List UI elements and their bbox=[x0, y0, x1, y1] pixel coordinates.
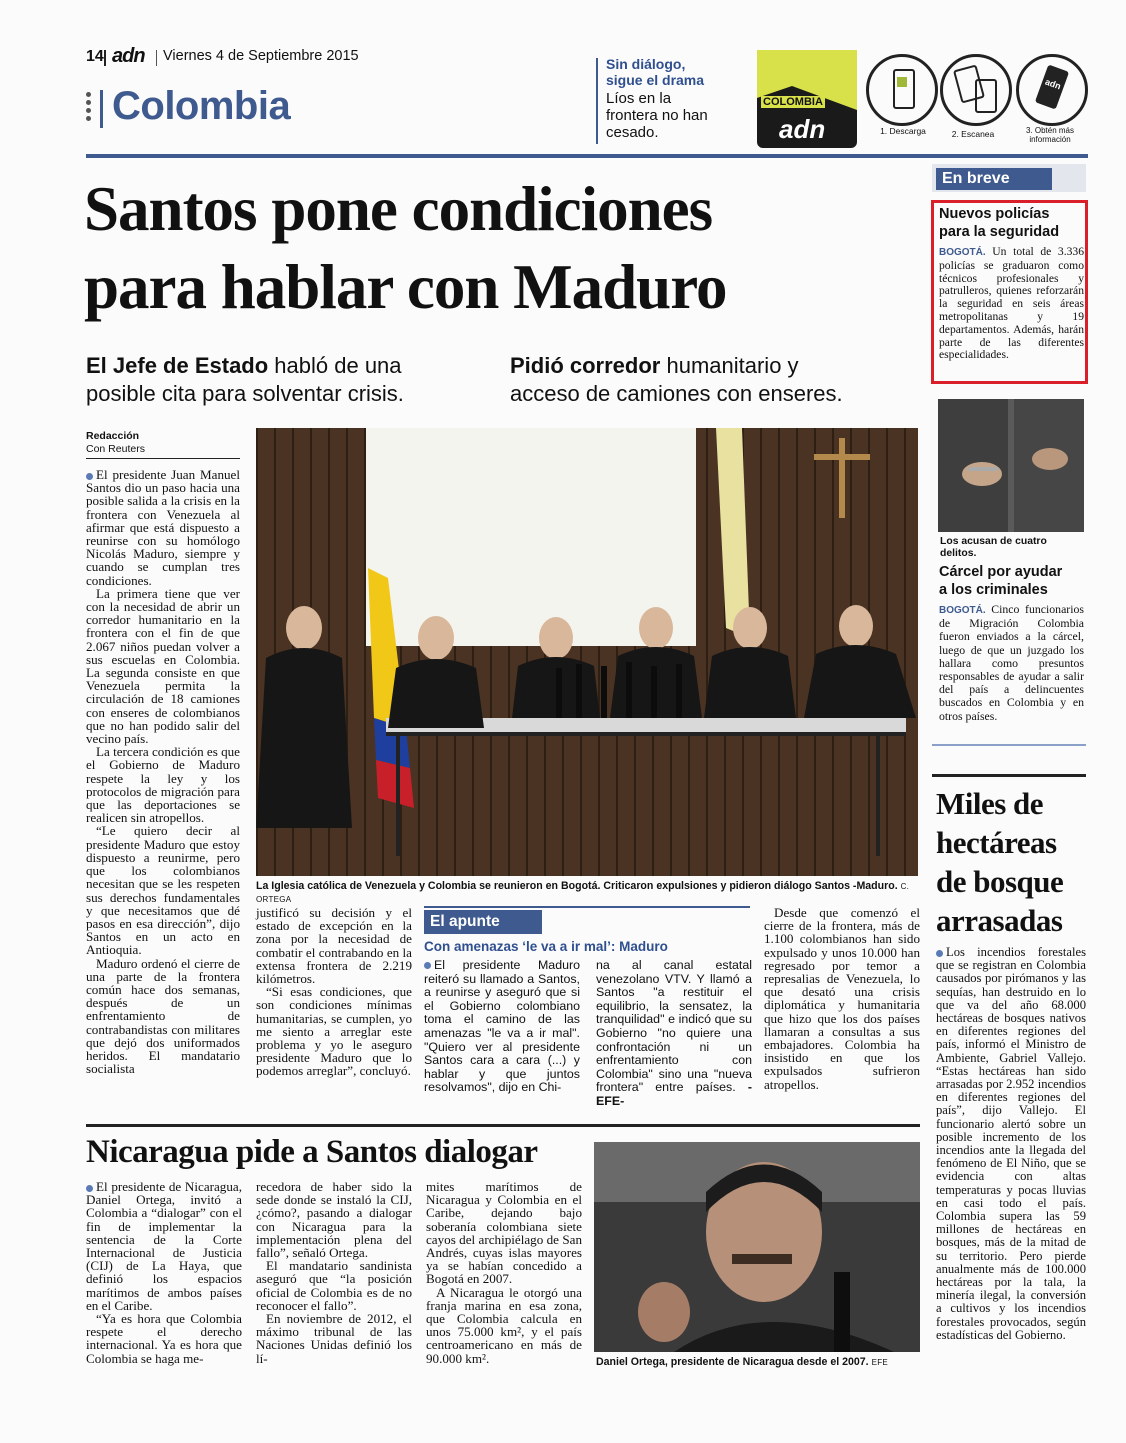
step-2-label: 2. Escanea bbox=[951, 129, 995, 139]
bishops-press-photo bbox=[256, 428, 918, 876]
ortega-photo-credit: EFE bbox=[871, 1358, 889, 1367]
handcuffs-photo-caption: Los acusan de cuatro delitos. bbox=[940, 536, 1047, 559]
scan-step-icon bbox=[940, 54, 1012, 126]
en-breve-item1-title: Nuevos policías para la seguridad bbox=[939, 206, 1060, 240]
brand-logo: adn bbox=[112, 45, 145, 67]
section-dots bbox=[86, 92, 92, 128]
bosque-headline: Miles de hectáreas de bosque arrasadas bbox=[936, 786, 1064, 938]
nicaragua-col3: mites marítimos de Nicaragua y Colombia en el Caribe, dejando bajo soberanía colombiana siete cayos del archipiélago de San Andrés, cuyas islas mayores ya se habían concedido a Bogotá en 2007. A Nicaragua le otorgó una franja marina en esa zona, que Colombia calcula en unos 75.000 km², y el país centroamericano en más de 90.000 km². bbox=[426, 1179, 582, 1366]
step-1-label: 1. Descarga bbox=[880, 126, 926, 136]
byline-sub: Con Reuters bbox=[86, 443, 145, 455]
apunte-headline: Con amenazas ‘le va a ir mal’: Maduro bbox=[424, 939, 668, 954]
step-3-label: 3. Obtén más información bbox=[1025, 126, 1075, 144]
info-step-icon: adn bbox=[1016, 54, 1088, 126]
page-number: 14 bbox=[86, 48, 104, 65]
main-headline: Santos pone condiciones para hablar con Maduro bbox=[84, 174, 727, 322]
apunte-col-a: El presidente Maduro reiteró su llamado a Santos, a reunirse y aseguró que si el Gobierno colombiano toma el camino de las amenazas "le va a ir mal". "Quiero ver al presidente Santos cara a cara (...) y hablar y que juntos resolvamos", dijo en Chi- bbox=[424, 958, 580, 1095]
adn-app-logo[interactable]: COLOMBIA adn bbox=[757, 50, 857, 148]
teaser-title[interactable]: Sin diálogo, sigue el drama bbox=[606, 56, 705, 88]
main-article-col2: justificó su decisión y el estado de excepción en la zona por la necesidad de combatir el contrabando en la extensa frontera de 2.219 kilómetros. “Si esas condiciones, que son condiciones mínimas humanitarias, se cumplen, yo me siento a arreglar este problema y yo le aseguro presidente Maduro que lo podemos arreglar”, concluyó. bbox=[256, 905, 412, 1079]
ortega-photo bbox=[594, 1142, 920, 1352]
section-title: Colombia bbox=[112, 84, 291, 128]
en-breve-item2-body: BOGOTÁ. Cinco funcionarios de Migración Colombia fueron enviados a la cárcel, luego de que un juzgado los hallara como presuntos responsables de ayudar a salir del país a delincuentes buscados en Colombia y en otros países. bbox=[939, 602, 1084, 723]
handcuffs-photo bbox=[938, 399, 1084, 532]
main-article-col5: Desde que comenzó el cierre de la frontera, más de 1.100 colombianos han sido expulsado y unos 10.000 han regresado por temor a represalias de Venezuela, lo que desató una crisis diplomática y humanitaria que hizo que los dos países llamaran a consultas a sus embajadores. Colombia ha insistido en que los expulsados sufrieron atropellos. bbox=[764, 905, 920, 1092]
deck-right: Pidió corredor humanitario y acceso de camiones con enseres. bbox=[510, 353, 843, 406]
deck-left: El Jefe de Estado habló de una posible cita para solventar crisis. bbox=[86, 353, 404, 406]
nicaragua-col1: El presidente de Nicaragua, Daniel Ortega, invitó a Colombia a “dialogar” con el fin de implementar la sentencia de la Corte Internacional de Justicia (CIJ) de La Haya, que definió los espacios marítimos de ambos países en el Caribe. “Ya es hora que Colombia respete el derecho internacional. Ya es hora que Colombia se haga me- bbox=[86, 1179, 242, 1366]
en-breve-item2-title: Cárcel por ayudar a los criminales bbox=[939, 564, 1063, 598]
download-step-icon bbox=[866, 54, 938, 126]
main-article-col1: El presidente Juan Manuel Santos dio un paso hacia una posible salida a la crisis en la frontera con Venezuela al afirmar que está dispuesto a reunirse con su homólogo Nicolás Maduro, siempre y cuando se cumplan tres condiciones. La primera tiene que ver con la necesidad de abrir un corredor humanitario en la frontera con el fin de que 2.067 niños puedan volver a sus escuelas en Colombia. La segunda consiste en que Venezuela permita la circulación de 18 camiones con enseres de colombianos que no han podido salir del vecino país. La tercera condición es que el Gobierno de Maduro respete la ley y los protocolos de migración para que las deportaciones se realicen sin atropellos. “Le quiero decir al presidente Maduro que estoy dispuesto a reunirme, pero que los colombianos necesitan que se les respeten sus derechos fundamentales y que necesitamos que dé pasos en esa dirección”, dijo Santos en un acto en Antioquia. Maduro ordenó el cierre de una parte de la frontera común hace dos semanas, después de un enfrentamiento de contrabandistas con militares que dejó dos uniformados heridos. El mandatario socialista bbox=[86, 467, 240, 1077]
bosque-body: Los incendios forestales que se registran en Colombia causados por pirómanos y las sequías, han destruido en lo que va del año 68.000 hectáreas de bosques nativos en diferentes regiones del país, informó el Ministro de Ambiente, Gabriel Vallejo. “Estas hectáreas han sido arrasadas por 2.952 incendios en diferentes regiones del país”, dijo Vallejo. El funcionario alertó sobre un posible incremento de los incendios ante la llegada del fenómeno de El Niño, que se evidencia con altas temperaturas y pocas lluvias en casi todo el país. Colombia supera las 59 millones de hectáreas en bosques, más de la mitad de su territorio. Pero pierde anualmente más de 100.000 hectáreas por la tala, la minería ilegal, la conversión a cultivos y los incendios forestales provocados, según estadísticas del Gobierno. bbox=[936, 945, 1086, 1342]
apunte-col-b: na al canal estatal venezolano VTV. Y llamó a Santos "a restituir el equilibrio, la sensatez, la tranquilidad" e indicó que su Gobierno "no quiere una confrontación ni un enfrentamiento con Colombia" sino una "nueva frontera" entre países. -EFE- bbox=[596, 958, 752, 1108]
nicaragua-col2: recedora de haber sido la sede donde se instaló la CIJ, ¿cómo?, pasando a dialogar con Nicaragua para la implementación plena del fallo”, señaló Ortega. El mandatario sandinista aseguró que “la posición oficial de Colombia es de no reconocer el fallo”. En noviembre de 2012, el máximo tribunal de las Naciones Unidas definió los lí- bbox=[256, 1179, 412, 1366]
apunte-label: El apunte bbox=[424, 910, 542, 934]
en-breve-item1-body: BOGOTÁ. Un total de 3.336 policías se graduaron como técnicos profesionales y patrulleros, quienes reforzarán la seguridad en seis áreas metropolitanas y 19 departamentos. Además, harán parte de las diferentes especialidades. bbox=[939, 245, 1084, 362]
byline: Redacción bbox=[86, 430, 140, 442]
issue-date: Viernes 4 de Septiembre 2015 bbox=[163, 48, 359, 64]
main-photo-caption: La Iglesia católica de Venezuela y Colombia se reunieron en Bogotá. Criticaron expulsiones y pidieron diálogo Santos -Maduro. C. ORTEGA bbox=[256, 880, 910, 904]
en-breve-header bbox=[932, 164, 1086, 192]
teaser-body: Líos en la frontera no han cesado. bbox=[606, 90, 708, 141]
nicaragua-headline: Nicaragua pide a Santos dialogar bbox=[86, 1134, 538, 1170]
ortega-photo-caption: Daniel Ortega, presidente de Nicaragua desde el 2007. EFE bbox=[596, 1356, 889, 1368]
main-photo-credit: C. ORTEGA bbox=[256, 882, 910, 904]
en-breve-label: En breve bbox=[936, 168, 1052, 190]
